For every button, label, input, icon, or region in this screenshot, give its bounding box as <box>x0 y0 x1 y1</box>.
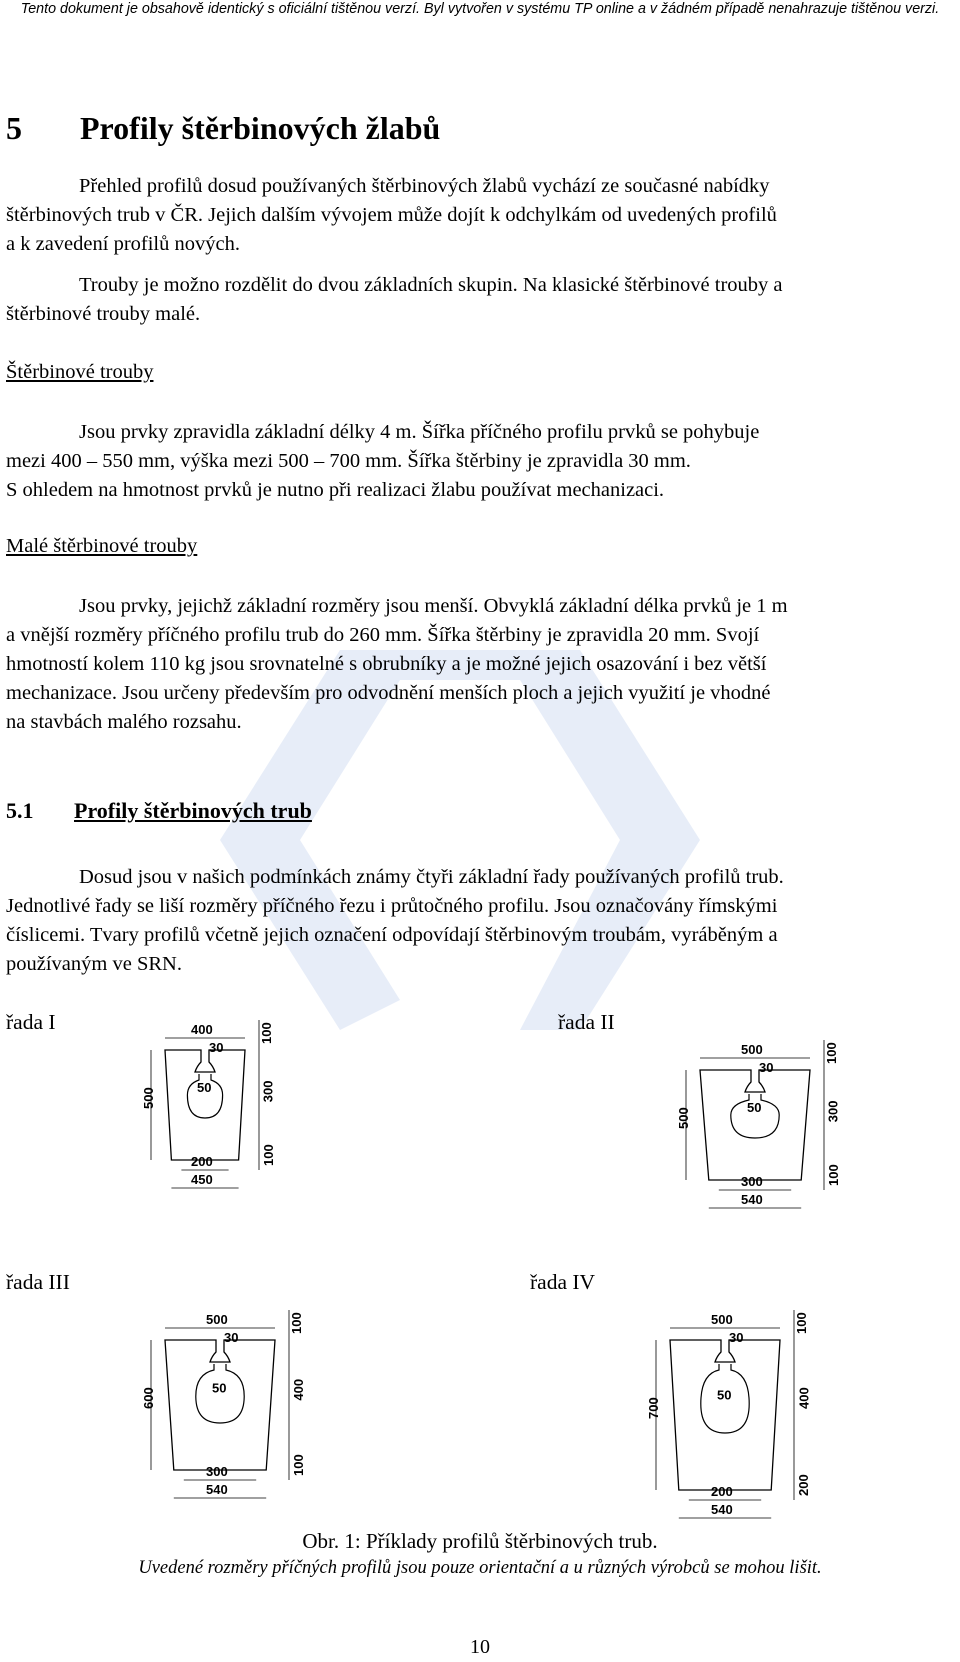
top-width-label: 400 <box>191 1022 213 1037</box>
figure-label-rada-1: řada I <box>6 1010 56 1034</box>
bottom-inner-width-label: 200 <box>711 1484 733 1499</box>
pipe-diameter-label: 50 <box>717 1387 732 1403</box>
height-label: 700 <box>646 1397 661 1419</box>
height-label: 500 <box>141 1087 156 1109</box>
right-dim-middle-label: 300 <box>825 1100 841 1123</box>
profile-drawing-rada-2 <box>655 1030 845 1220</box>
subsection-paragraph: Dosud jsou v našich podmínkách známy čtyři základní řady používaných profilů trub. Jednotlivé řady se liší rozměry příčného řezu i průtočného profilu. Jsou označovány římskými číslicemi. Tvary profilů včetně jejich označení odpovídají štěrbinovým troubám, vyráběným a používaným ve SRN. <box>6 866 784 975</box>
bottom-inner-width-label: 200 <box>191 1154 213 1169</box>
bottom-inner-width-label: 300 <box>206 1464 228 1479</box>
section-title-sterbinove-trouby: Štěrbinové trouby <box>6 361 154 383</box>
profile-outline <box>165 1050 245 1160</box>
chapter-heading <box>6 108 440 148</box>
subsection-title: Profily štěrbinových trub <box>74 798 312 823</box>
chapter-number: 5 <box>6 110 22 146</box>
figure-label-rada-2: řada II <box>558 1010 615 1034</box>
slot-width-label: 30 <box>729 1330 744 1345</box>
profile-outline <box>670 1340 780 1490</box>
pipe-diameter-label: 50 <box>212 1380 227 1396</box>
right-dim-top-label: 100 <box>794 1312 809 1334</box>
right-dim-middle-label: 300 <box>260 1080 276 1103</box>
right-dim-bottom-label: 200 <box>796 1474 811 1496</box>
profile-drawing-rada-4 <box>625 1300 825 1520</box>
bottom-width-label: 450 <box>191 1172 213 1187</box>
right-dim-bottom-label: 100 <box>826 1164 841 1186</box>
right-dim-bottom-label: 100 <box>261 1144 276 1166</box>
figure-label-rada-4: řada IV <box>530 1270 596 1294</box>
top-width-label: 500 <box>741 1042 763 1057</box>
subsection-number: 5.1 <box>6 798 34 823</box>
top-width-label: 500 <box>711 1312 733 1327</box>
top-width-label: 500 <box>206 1312 228 1327</box>
bottom-inner-width-label: 300 <box>741 1174 763 1189</box>
header-note: Tento dokument je obsahově identický s oficiální tištěnou verzí. Byl vytvořen v systému TP online a v žádném případě nenahrazuje tištěnou verzi. <box>20 1 940 17</box>
right-dim-middle-label: 400 <box>796 1387 812 1409</box>
height-label: 600 <box>141 1387 156 1409</box>
intro-paragraph-1: Přehled profilů dosud používaných štěrbinových žlabů vychází ze současné nabídky štěrbinových trub v ČR. Jejich dalším vývojem může dojít k odchylkám od uvedených profilů a k zavedení profilů nových. <box>6 175 777 255</box>
section-text-sterbinove-trouby: Jsou prvky zpravidla základní délky 4 m. Šířka příčného profilu prvků se pohybuje mezi 400 – 550 mm, výška mezi 500 – 700 mm. Šířka štěrbiny je zpravidla 30 mm. S ohledem na hmotnost prvků je nutno při realizaci žlabu používat mechanizaci. <box>6 421 760 501</box>
right-dim-bottom-label: 100 <box>291 1454 306 1476</box>
profile-drawing-rada-1 <box>120 1010 310 1200</box>
right-dim-top-label: 100 <box>259 1022 274 1044</box>
bottom-width-label: 540 <box>741 1192 763 1207</box>
pipe-diameter-label: 50 <box>747 1100 762 1115</box>
intro-paragraph-2: Trouby je možno rozdělit do dvou základních skupin. Na klasické štěrbinové trouby a štěrbinové trouby malé. <box>6 274 783 325</box>
subsection-heading <box>6 796 312 826</box>
figure-caption-note: Uvedené rozměry příčných profilů jsou pouze orientační a u různých výrobců se mohou lišit. <box>138 1558 822 1578</box>
slot-width-label: 30 <box>759 1060 774 1075</box>
right-dim-top-label: 100 <box>289 1312 304 1334</box>
slot-width-label: 30 <box>224 1330 239 1345</box>
figure-caption: Obr. 1: Příklady profilů štěrbinových trub. <box>302 1529 658 1553</box>
slot-width-label: 30 <box>209 1040 224 1055</box>
height-label: 500 <box>676 1107 691 1129</box>
right-dim-top-label: 100 <box>824 1042 839 1064</box>
right-dim-middle-label: 400 <box>290 1378 306 1401</box>
page-number: 10 <box>470 1636 490 1658</box>
figure-label-rada-3: řada III <box>6 1270 70 1294</box>
pipe-diameter-label: 50 <box>197 1080 212 1095</box>
profile-outline <box>700 1070 810 1180</box>
section-text-male-trouby: Jsou prvky, jejichž základní rozměry jsou menší. Obvyklá základní délka prvků je 1 m a vnější rozměry příčného profilu trub do 260 mm. Šířka štěrbiny je zpravidla 20 mm. Svojí hmotností kolem 110 kg jsou srovnatelné s obrubníky a je možné jejich osazování i bez větší mechanizace. Jsou určeny především pro odvodnění menších ploch a jejich využití je vhodné na stavbách malého rozsahu. <box>6 595 788 733</box>
bottom-width-label: 540 <box>711 1502 733 1517</box>
chapter-title: Profily štěrbinových žlabů <box>80 110 441 146</box>
section-title-male-trouby: Malé štěrbinové trouby <box>6 535 198 557</box>
profile-outline <box>165 1340 275 1470</box>
profile-drawing-rada-3 <box>120 1300 310 1497</box>
bottom-width-label: 540 <box>206 1482 228 1497</box>
